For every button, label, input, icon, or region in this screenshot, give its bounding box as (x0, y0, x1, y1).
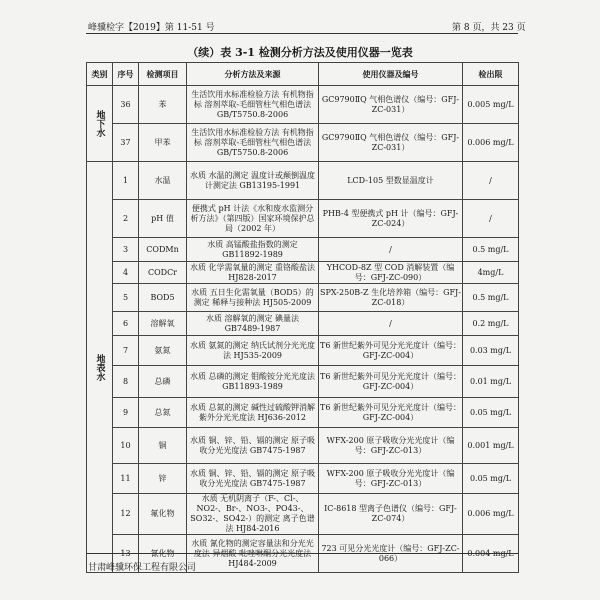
instrument-cell: T6 新世纪紫外可见分光光度计（编号：GFJ-ZC-004） (319, 398, 463, 428)
row-number-cell: 6 (113, 312, 139, 336)
instrument-cell: GC9790ⅡQ 气相色谱仪（编号：GFJ-ZC-031） (319, 124, 463, 162)
method-cell: 水质 高锰酸盐指数的测定 GB11892-1989 (187, 238, 319, 262)
limit-cell: 0.05 mg/L (463, 464, 519, 494)
table-title: （续）表 3-1 检测分析方法及使用仪器一览表 (187, 46, 413, 59)
row-number-cell: 7 (113, 336, 139, 366)
instrument-cell: WFX-200 原子吸收分光光度计（编号：GFJ-ZC-013） (319, 464, 463, 494)
row-number-cell: 11 (113, 464, 139, 494)
method-cell: 水质 总磷的测定 钼酸铵分光光度法 GB11893-1989 (187, 366, 319, 398)
instrument-cell: YHCOD-8Z 型 COD 消解装置（编号：GFJ-ZC-090） (319, 262, 463, 284)
table-header-row (87, 63, 519, 86)
method-cell: 生活饮用水标准检验方法 有机物指标 溶剂萃取-毛细管柱气相色谱法 GB/T5750.8-2006 (187, 86, 319, 124)
table-row (87, 86, 519, 124)
method-cell: 便携式 pH 计法《水和废水监测分析方法》（第四版）国家环境保护总局（2002 年） (187, 200, 319, 238)
instrument-cell: 723 可见分光光度计（编号：GFJ-ZC-066） (319, 535, 463, 573)
limit-cell: / (463, 200, 519, 238)
table-row (87, 464, 519, 494)
item-cell: CODCr (139, 262, 187, 284)
table-body (87, 86, 519, 573)
instrument-cell: PHB-4 型便携式 pH 计（编号：GFJ-ZC-024） (319, 200, 463, 238)
instrument-cell: GC9790ⅡQ 气相色谱仪（编号：GFJ-ZC-031） (319, 86, 463, 124)
method-cell: 水质 化学需氧量的测定 重铬酸盐法 HJ828-2017 (187, 262, 319, 284)
col-header-instrument: 使用仪器及编号 (319, 63, 463, 86)
method-cell: 水质 水温的测定 温度计或颠倒温度计测定法 GB13195-1991 (187, 162, 319, 200)
limit-cell: / (463, 162, 519, 200)
row-number-cell: 4 (113, 262, 139, 284)
method-cell: 水质 氰化物的测定容量法和分光光度法 异烟酸-吡唑啉酮分光光度法 HJ484-2009 (187, 535, 319, 573)
table-row (87, 398, 519, 428)
table-row (87, 366, 519, 398)
table-row (87, 312, 519, 336)
header-rule (86, 33, 518, 34)
row-number-cell: 9 (113, 398, 139, 428)
limit-cell: 0.5 mg/L (463, 238, 519, 262)
method-cell: 水质 铜、锌、铅、镉的测定 原子吸收分光光度法 GB7475-1987 (187, 428, 319, 464)
method-cell: 水质 总氮的测定 碱性过硫酸钾消解紫外分光光度法 HJ636-2012 (187, 398, 319, 428)
col-header-item: 检测项目 (139, 63, 187, 86)
report-number: 峰骥检字【2019】第 11-51 号 (88, 23, 215, 33)
item-cell: 氰化物 (139, 535, 187, 573)
limit-cell: 0.004 mg/L (463, 535, 519, 573)
item-cell: 铜 (139, 428, 187, 464)
table-row (87, 428, 519, 464)
table-row (87, 284, 519, 312)
limit-cell: 0.05 mg/L (463, 398, 519, 428)
table-row (87, 494, 519, 535)
item-cell: BOD5 (139, 284, 187, 312)
instrument-cell: LCD-105 型数显温度计 (319, 162, 463, 200)
method-cell: 水质 铜、锌、铅、镉的测定 原子吸收分光光度法 GB7475-1987 (187, 464, 319, 494)
instrument-cell: / (319, 238, 463, 262)
item-cell: CODMn (139, 238, 187, 262)
item-cell: 水温 (139, 162, 187, 200)
limit-cell: 0.2 mg/L (463, 312, 519, 336)
table-row (87, 200, 519, 238)
footer-rule (86, 553, 518, 554)
table-row (87, 162, 519, 200)
item-cell: 锌 (139, 464, 187, 494)
item-cell: 甲苯 (139, 124, 187, 162)
instrument-cell: IC-8618 型离子色谱仪（编号：GFJ-ZC-074） (319, 494, 463, 535)
item-cell: 溶解氧 (139, 312, 187, 336)
item-cell: 氟化物 (139, 494, 187, 535)
limit-cell: 0.5 mg/L (463, 284, 519, 312)
table-row (87, 336, 519, 366)
item-cell: 总磷 (139, 366, 187, 398)
limit-cell: 0.005 mg/L (463, 86, 519, 124)
category-cell: 地表水 (87, 162, 113, 573)
method-cell: 水质 溶解氧的测定 碘量法 GB7489-1987 (187, 312, 319, 336)
company-name: 甘肃峰骥环保工程有限公司 (88, 563, 197, 573)
col-header-category: 类别 (87, 63, 113, 86)
instrument-cell: / (319, 312, 463, 336)
row-number-cell: 10 (113, 428, 139, 464)
instrument-cell: WFX-200 原子吸收分光光度计（编号：GFJ-ZC-013） (319, 428, 463, 464)
limit-cell: 0.03 mg/L (463, 336, 519, 366)
item-cell: 苯 (139, 86, 187, 124)
method-cell: 水质 无机阴离子（F-、Cl-、NO2-、Br-、NO3-、PO43-、SO32-、SO42-）的测定 离子色谱法 HJ84-2016 (187, 494, 319, 535)
category-cell: 地下水 (87, 86, 113, 162)
col-header-method: 分析方法及来源 (187, 63, 319, 86)
limit-cell: 0.006 mg/L (463, 124, 519, 162)
page-info: 第 8 页，共 23 页 (452, 23, 526, 33)
table-row (87, 262, 519, 284)
row-number-cell: 36 (113, 86, 139, 124)
limit-cell: 0.01 mg/L (463, 366, 519, 398)
col-header-limit: 检出限 (463, 63, 519, 86)
limit-cell: 0.001 mg/L (463, 428, 519, 464)
row-number-cell: 37 (113, 124, 139, 162)
item-cell: pH 值 (139, 200, 187, 238)
instrument-cell: T6 新世纪紫外可见分光光度计（编号：GFJ-ZC-004） (319, 366, 463, 398)
row-number-cell: 8 (113, 366, 139, 398)
row-number-cell: 12 (113, 494, 139, 535)
limit-cell: 0.006 mg/L (463, 494, 519, 535)
row-number-cell: 1 (113, 162, 139, 200)
row-number-cell: 3 (113, 238, 139, 262)
limit-cell: 4mg/L (463, 262, 519, 284)
item-cell: 氨氮 (139, 336, 187, 366)
row-number-cell: 13 (113, 535, 139, 573)
methods-table (86, 62, 519, 573)
row-number-cell: 5 (113, 284, 139, 312)
instrument-cell: T6 新世纪紫外可见分光光度计（编号：GFJ-ZC-004） (319, 336, 463, 366)
table-row (87, 238, 519, 262)
item-cell: 总氮 (139, 398, 187, 428)
table-row (87, 124, 519, 162)
row-number-cell: 2 (113, 200, 139, 238)
method-cell: 生活饮用水标准检验方法 有机物指标 溶剂萃取-毛细管柱气相色谱法 GB/T5750.8-2006 (187, 124, 319, 162)
instrument-cell: SPX-250B-Z 生化培养箱（编号：GFJ-ZC-018） (319, 284, 463, 312)
method-cell: 水质 五日生化需氧量（BOD5）的测定 稀释与接种法 HJ505-2009 (187, 284, 319, 312)
col-header-no: 序号 (113, 63, 139, 86)
method-cell: 水质 氨氮的测定 纳氏试剂分光光度法 HJ535-2009 (187, 336, 319, 366)
